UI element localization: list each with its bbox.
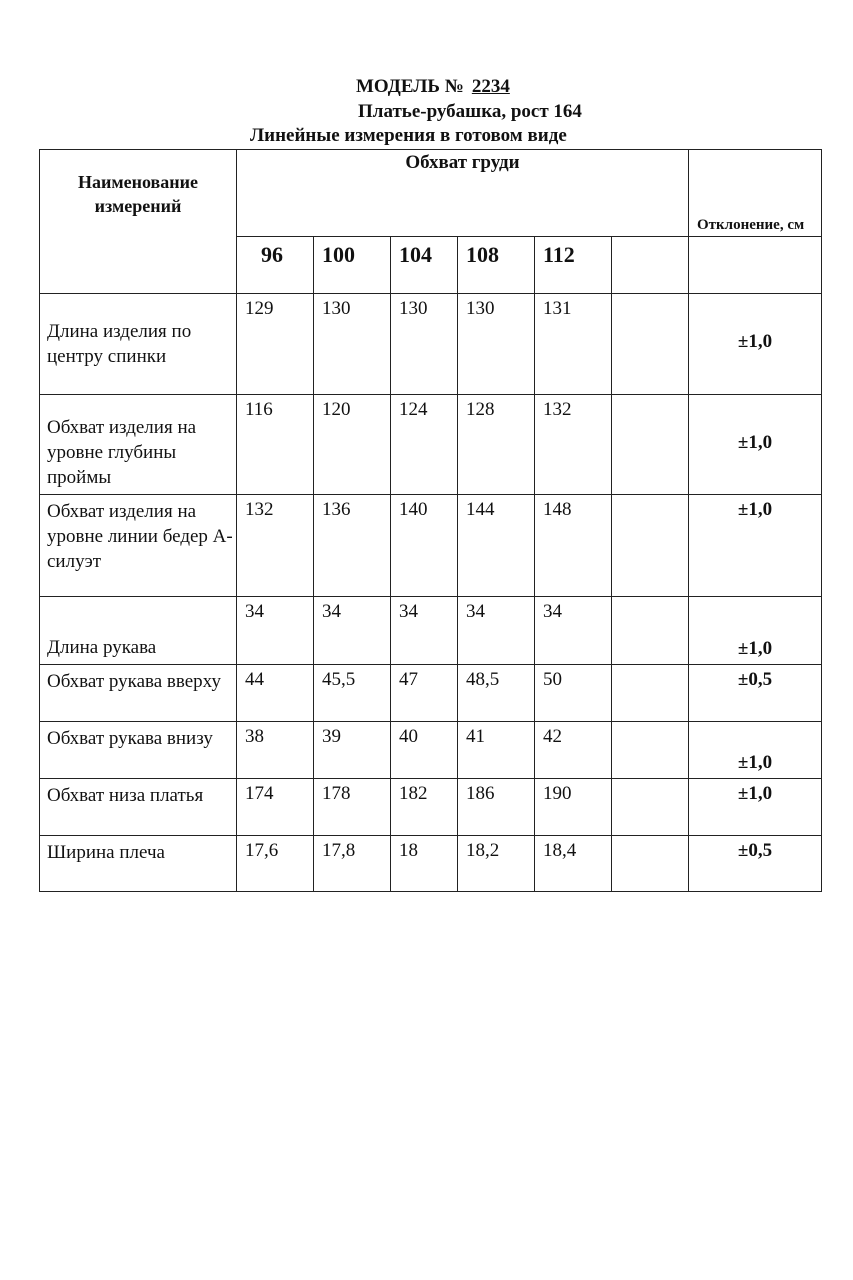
- deviation-cell: ±1,0: [689, 722, 822, 779]
- deviation-cell: ±1,0: [689, 779, 822, 836]
- value-cell: [612, 294, 689, 395]
- table-row: [40, 779, 822, 836]
- value-cell: 42: [535, 722, 612, 779]
- value-cell: 182: [391, 779, 458, 836]
- empty-cell: [689, 237, 822, 294]
- table-row: [40, 495, 822, 597]
- value-cell: 116: [237, 395, 314, 495]
- value-cell: 132: [237, 495, 314, 597]
- value-cell: 45,5: [314, 665, 391, 722]
- measurement-name: Обхват изделия на уровне линии бедер А-силуэт: [40, 495, 237, 597]
- deviation-cell: ±0,5: [689, 836, 822, 892]
- model-number: 2234: [471, 76, 510, 97]
- value-cell: 130: [314, 294, 391, 395]
- value-cell: 18: [391, 836, 458, 892]
- value-cell: 34: [458, 597, 535, 665]
- value-cell: 186: [458, 779, 535, 836]
- value-cell: 148: [535, 495, 612, 597]
- value-cell: 144: [458, 495, 535, 597]
- deviation-cell: ±1,0: [689, 495, 822, 597]
- measurement-name: Обхват низа платья: [40, 779, 237, 836]
- value-cell: 44: [237, 665, 314, 722]
- size-cell: 100: [314, 237, 391, 294]
- value-cell: 40: [391, 722, 458, 779]
- value-cell: 120: [314, 395, 391, 495]
- table-row: [40, 665, 822, 722]
- value-cell: 136: [314, 495, 391, 597]
- value-cell: [612, 722, 689, 779]
- table-row: [40, 836, 822, 892]
- size-cell: 112: [535, 237, 612, 294]
- product-subtitle: Платье-рубашка, рост 164: [358, 101, 582, 122]
- deviation-cell: ±0,5: [689, 665, 822, 722]
- size-cell: 96: [237, 237, 314, 294]
- size-cell: 104: [391, 237, 458, 294]
- value-cell: 34: [391, 597, 458, 665]
- name-column-header: Наименование измерений: [40, 150, 237, 294]
- value-cell: 47: [391, 665, 458, 722]
- value-cell: 128: [458, 395, 535, 495]
- measurement-name: Обхват рукава вверху: [40, 665, 237, 722]
- value-cell: 38: [237, 722, 314, 779]
- table-caption: Линейные измерения в готовом виде: [250, 125, 567, 146]
- measurement-name: Обхват рукава внизу: [40, 722, 237, 779]
- measurement-name: Ширина плеча: [40, 836, 237, 892]
- value-cell: 129: [237, 294, 314, 395]
- measurement-name: Длина рукава: [40, 597, 237, 665]
- deviation-cell: ±1,0: [689, 597, 822, 665]
- size-cell: [612, 237, 689, 294]
- measurement-name: Обхват изделия на уровне глубины проймы: [40, 395, 237, 495]
- value-cell: 140: [391, 495, 458, 597]
- value-cell: 178: [314, 779, 391, 836]
- value-cell: 174: [237, 779, 314, 836]
- model-label: МОДЕЛЬ №: [356, 76, 464, 97]
- value-cell: 130: [391, 294, 458, 395]
- table-row: [40, 294, 822, 395]
- value-cell: 18,2: [458, 836, 535, 892]
- value-cell: 34: [237, 597, 314, 665]
- value-cell: 50: [535, 665, 612, 722]
- value-cell: 190: [535, 779, 612, 836]
- bust-column-header: Обхват груди: [237, 150, 689, 237]
- value-cell: 132: [535, 395, 612, 495]
- deviation-cell: ±1,0: [689, 294, 822, 395]
- model-title: [356, 76, 510, 98]
- measurements-table: [39, 149, 822, 892]
- value-cell: [612, 395, 689, 495]
- value-cell: [612, 779, 689, 836]
- value-cell: 41: [458, 722, 535, 779]
- size-cell: 108: [458, 237, 535, 294]
- value-cell: [612, 665, 689, 722]
- value-cell: 17,8: [314, 836, 391, 892]
- value-cell: [612, 836, 689, 892]
- value-cell: 34: [535, 597, 612, 665]
- value-cell: 18,4: [535, 836, 612, 892]
- deviation-column-header: Отклонение, см: [689, 150, 822, 237]
- value-cell: 131: [535, 294, 612, 395]
- value-cell: 48,5: [458, 665, 535, 722]
- measurement-name: Длина изделия по центру спинки: [40, 294, 237, 395]
- deviation-cell: ±1,0: [689, 395, 822, 495]
- value-cell: [612, 597, 689, 665]
- value-cell: 124: [391, 395, 458, 495]
- value-cell: [612, 495, 689, 597]
- header-row: [40, 150, 822, 237]
- value-cell: 34: [314, 597, 391, 665]
- table-row: [40, 597, 822, 665]
- value-cell: 39: [314, 722, 391, 779]
- value-cell: 130: [458, 294, 535, 395]
- table-row: [40, 722, 822, 779]
- table-row: [40, 395, 822, 495]
- value-cell: 17,6: [237, 836, 314, 892]
